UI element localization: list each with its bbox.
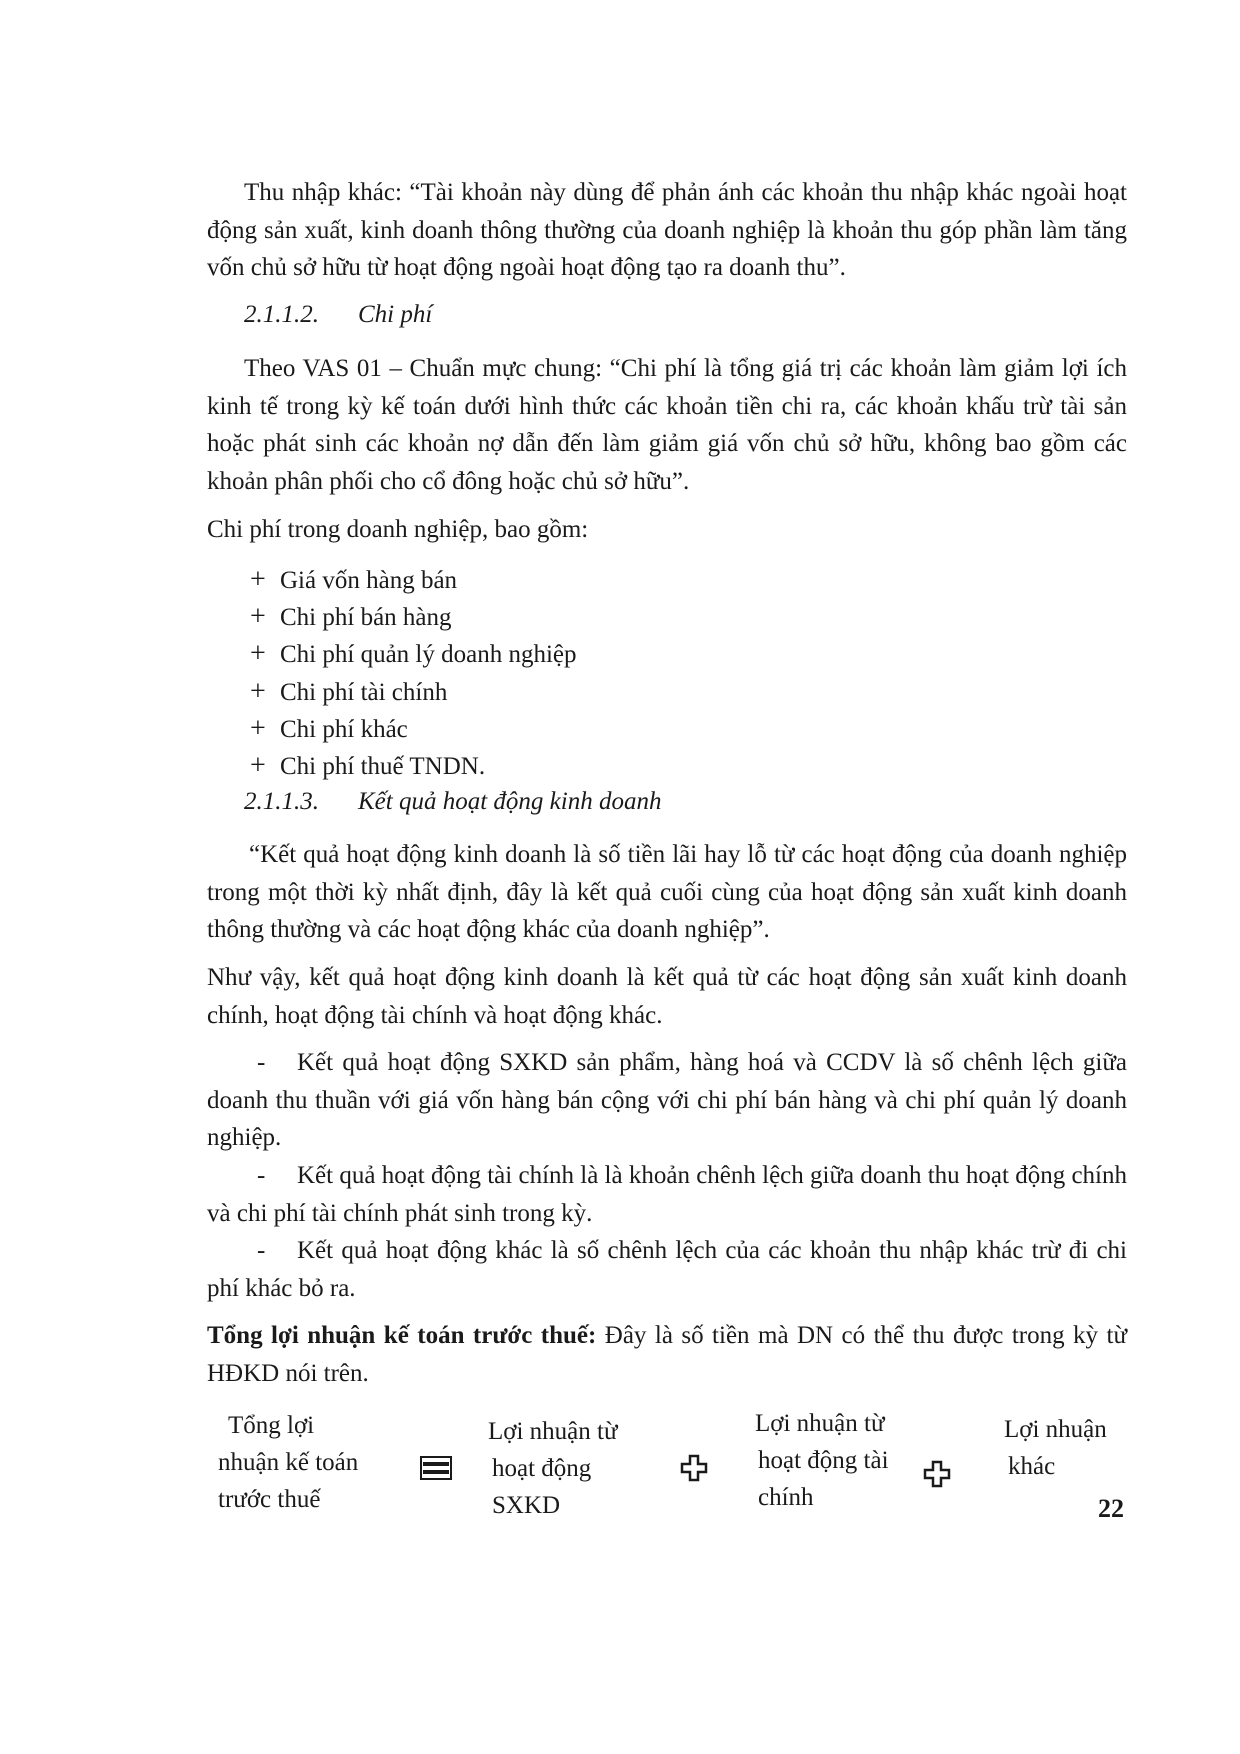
- dash-marker: -: [257, 1049, 266, 1076]
- expense-list: [250, 561, 577, 784]
- dash-item: - Kết quả hoạt động tài chính là là khoản chênh lệch giữa doanh thu hoạt động chính và chi phí tài chính phát sinh trong kỳ.: [207, 1157, 1127, 1232]
- list-item: + Chi phí khác: [250, 710, 577, 747]
- plus-icon: +: [250, 712, 266, 744]
- bold-term: Tổng lợi nhuận kế toán trước thuế:: [207, 1322, 597, 1349]
- formula-term-financial: Lợi nhuận từ hoạt động tài chính: [755, 1410, 889, 1511]
- section-heading-business-results: [244, 788, 661, 816]
- page-number: 22: [1098, 1494, 1124, 1523]
- plus-icon: [680, 1454, 708, 1482]
- paragraph-business-results-summary: Như vậy, kết quả hoạt động kinh doanh là kết quả từ các hoạt động sản xuất kinh doanh chính, hoạt động tài chính và hoạt động khác.: [207, 964, 1127, 1029]
- equals-icon: [420, 1456, 452, 1480]
- list-item: + Chi phí quản lý doanh nghiệp: [250, 635, 577, 672]
- formula-total: Tổng lợi nhuận kế toán trước thuế: [218, 1412, 359, 1513]
- paragraph-other-income: Thu nhập khác: “Tài khoản này dùng để phản ánh các khoản thu nhập khác ngoài hoạt động sản xuất, kinh doanh thông thường của doanh nghiệp là khoản thu góp phần làm tăng vốn chủ sở hữu từ hoạt động ngoài hoạt động tạo ra doanh thu”.: [207, 179, 1127, 281]
- list-item: + Chi phí thuế TNDN.: [250, 747, 577, 784]
- heading-title: Kết quả hoạt động kinh doanh: [358, 788, 662, 815]
- plus-icon: +: [250, 749, 266, 781]
- plus-icon: +: [250, 675, 266, 707]
- paragraph-total-profit: Tổng lợi nhuận kế toán trước thuế: Đây là số tiền mà DN có thể thu được trong kỳ từ HĐKD nói trên.: [207, 1322, 1128, 1387]
- heading-number: 2.1.1.2.: [244, 301, 319, 328]
- list-item: + Chi phí tài chính: [250, 673, 577, 710]
- formula-term-other: Lợi nhuận khác: [1004, 1416, 1107, 1480]
- list-item: + Chi phí bán hàng: [250, 598, 577, 635]
- paragraph-vas01-definition: Theo VAS 01 – Chuẩn mực chung: “Chi phí là tổng giá trị các khoản làm giảm lợi ích kinh tế trong kỳ kế toán dưới hình thức các khoản tiền chi ra, các khoản khấu trừ tài sản hoặc phát sinh các khoản nợ dẫn đến làm giảm giá vốn chủ sở hữu, không bao gồm các khoản phân phối cho cổ đông hoặc chủ sở hữu”.: [207, 355, 1127, 495]
- paragraph-business-results-definition: “Kết quả hoạt động kinh doanh là số tiền lãi hay lỗ từ các hoạt động của doanh nghiệp trong một thời kỳ nhất định, đây là kết quả cuối cùng của hoạt động sản xuất kinh doanh thông thường và các hoạt động khác của doanh nghiệp”.: [207, 841, 1127, 943]
- dash-item: - Kết quả hoạt động SXKD sản phẩm, hàng hoá và CCDV là số chênh lệch giữa doanh thu thuần với giá vốn hàng bán cộng với chi phí bán hàng và chi phí quản lý doanh nghiệp.: [207, 1044, 1127, 1157]
- heading-title: Chi phí: [358, 301, 433, 328]
- plus-icon: [923, 1460, 951, 1488]
- dash-item: - Kết quả hoạt động khác là số chênh lệch của các khoản thu nhập khác trừ đi chi phí khác bỏ ra.: [207, 1232, 1127, 1307]
- plus-icon: +: [250, 601, 266, 633]
- paragraph-expense-intro: Chi phí trong doanh nghiệp, bao gồm:: [207, 516, 589, 543]
- formula-term-sxkd: Lợi nhuận từ hoạt động SXKD: [488, 1418, 618, 1519]
- plus-icon: +: [250, 638, 266, 670]
- section-heading-expenses: [244, 301, 432, 329]
- heading-number: 2.1.1.3.: [244, 788, 319, 815]
- dash-marker: -: [257, 1162, 266, 1189]
- dash-marker: -: [257, 1237, 266, 1264]
- list-item: + Giá vốn hàng bán: [250, 561, 577, 598]
- plus-icon: +: [250, 564, 266, 595]
